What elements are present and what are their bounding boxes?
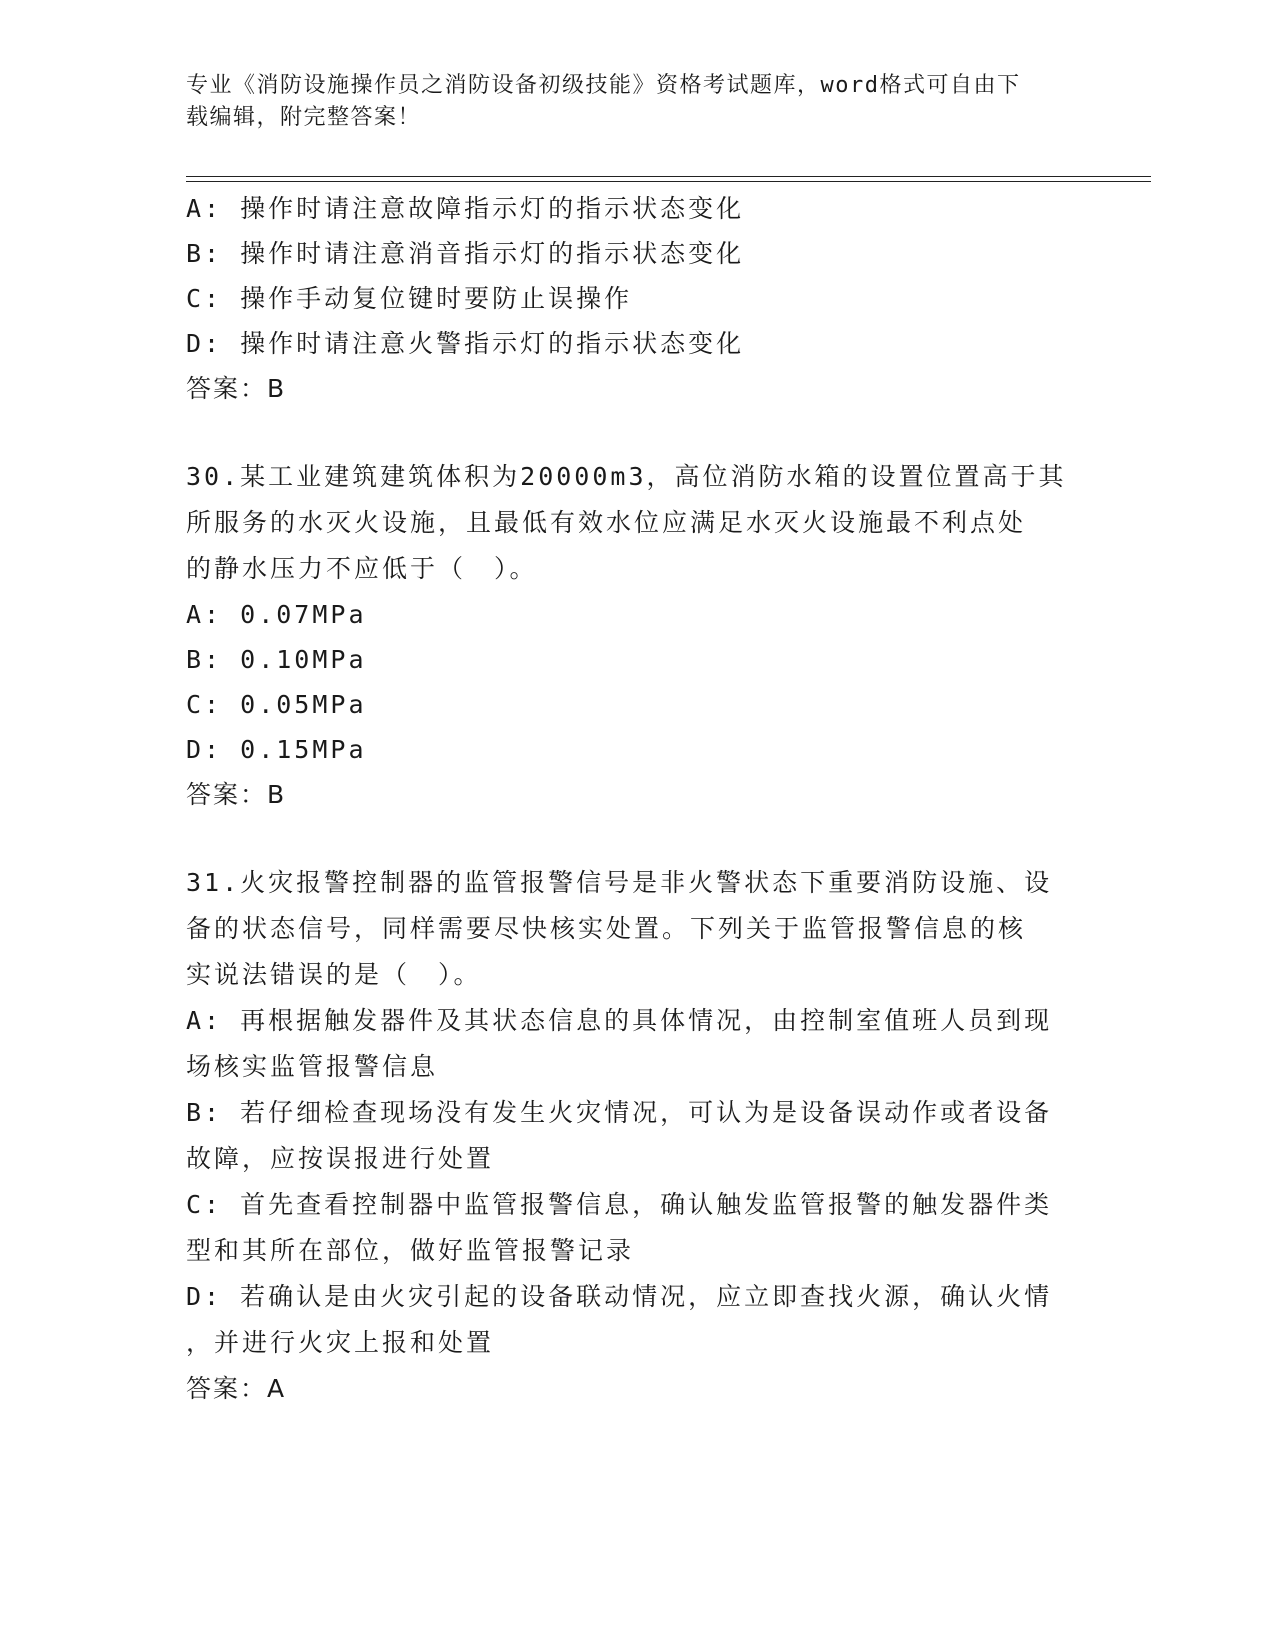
question-30 [186,454,1086,817]
answer-line: 答案：B [186,374,287,403]
document-header [186,70,1086,134]
option-b: B: 操作时请注意消音指示灯的指示状态变化 [186,239,745,268]
header-line-2: 载编辑，附完整答案！ [186,105,422,130]
option-a: A: 0.07MPa [186,600,367,629]
header-line-1: 专业《消防设施操作员之消防设备初级技能》资格考试题库，word格式可自由下 [186,73,1021,98]
option-a: A: 再根据触发器件及其状态信息的具体情况，由控制室值班人员到现 [186,1006,1053,1035]
option-a: A: 操作时请注意故障指示灯的指示状态变化 [186,194,745,223]
option-c: C: 0.05MPa [186,690,367,719]
option-b: B: 0.10MPa [186,645,367,674]
question-29 [186,186,1086,411]
option-c: C: 操作手动复位键时要防止误操作 [186,284,633,313]
question-stem-line: 所服务的水灭火设施，且最低有效水位应满足水灭火设施最不利点处 [186,508,1027,537]
option-c: C: 首先查看控制器中监管报警信息，确认触发监管报警的触发器件类 [186,1190,1053,1219]
header-rule-bottom [186,181,1151,182]
header-rule-top [186,176,1151,177]
option-d: D: 操作时请注意火警指示灯的指示状态变化 [186,329,745,358]
answer-line: 答案：B [186,780,287,809]
option-b: B: 若仔细检查现场没有发生火灾情况，可认为是设备误动作或者设备 [186,1098,1053,1127]
question-gap [186,817,1086,860]
question-content [186,186,1086,1411]
option-d: D: 若确认是由火灾引起的设备联动情况，应立即查找火源，确认火情 [186,1282,1053,1311]
option-b-continued: 故障，应按误报进行处置 [186,1144,495,1173]
question-31 [186,860,1086,1411]
question-gap [186,411,1086,454]
option-c-continued: 型和其所在部位，做好监管报警记录 [186,1236,635,1265]
option-a-continued: 场核实监管报警信息 [186,1052,439,1081]
option-d-continued: ，并进行火灾上报和处置 [186,1328,495,1357]
question-stem-line: 实说法错误的是（ ）。 [186,960,482,989]
question-stem-line: 30.某工业建筑建筑体积为20000m3，高位消防水箱的设置位置高于其 [186,462,1067,491]
answer-line: 答案：A [186,1374,287,1403]
question-stem-line: 的静水压力不应低于（ ）。 [186,554,538,583]
option-d: D: 0.15MPa [186,735,367,764]
question-stem-line: 备的状态信号，同样需要尽快核实处置。下列关于监管报警信息的核 [186,914,1027,943]
question-stem-line: 31.火灾报警控制器的监管报警信号是非火警状态下重要消防设施、设 [186,868,1053,897]
